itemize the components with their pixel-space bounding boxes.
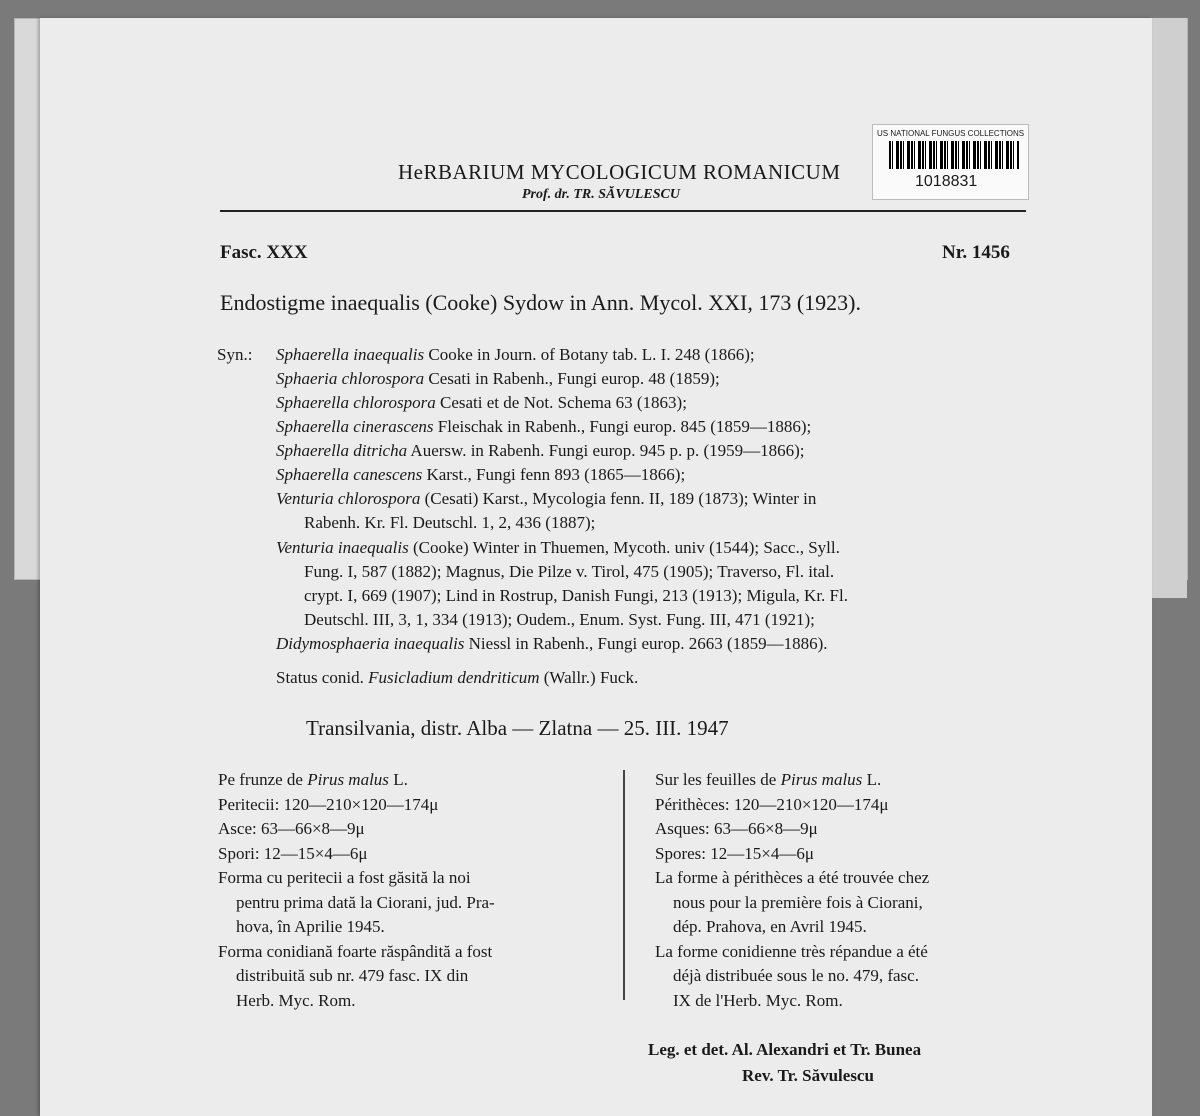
synonym-line: Sphaerella inaequalis Cooke in Journ. of Botany tab. L. I. 248 (1866); <box>276 345 755 364</box>
locality: Transilvania, distr. Alba — Zlatna — 25. III. 1947 <box>306 716 729 740</box>
note-line: pentru prima dată la Ciorani, jud. Pra- <box>236 892 495 912</box>
spores-line: Spori: 12—15×4—6μ <box>218 843 368 863</box>
note-line: déjà distribuée sous le no. 479, fasc. <box>673 966 919 985</box>
note-line: nous pour la première fois à Ciorani, <box>673 892 923 912</box>
description-french <box>655 768 929 1013</box>
synonym-line: Sphaeria chlorospora Cesati in Rabenh., Fungi europ. 48 (1859); <box>276 369 720 388</box>
note-line: Forma conidiană foarte răspândită a fost <box>218 941 493 961</box>
host-line: Pe frunze de Pirus malus L. <box>218 770 408 789</box>
synonym-line: Venturia inaequalis (Cooke) Winter in Thuemen, Mycoth. univ (1544); Sacc., Syll. <box>276 538 840 557</box>
note-line: Forma cu peritecii a fost găsită la noi <box>218 868 471 887</box>
host-line: Sur les feuilles de Pirus malus L. <box>655 770 882 789</box>
herbarium-subtitle: Prof. dr. TR. SĂVULESCU <box>522 187 680 202</box>
spores-line: Spores: 12—15×4—6μ <box>655 843 814 863</box>
perithecia-line: Peritecii: 120—210×120—174μ <box>218 794 439 814</box>
reviewer-line: Rev. Tr. Săvulescu <box>742 1066 874 1085</box>
note-line: hova, în Aprilie 1945. <box>236 917 385 936</box>
synonym-line: Sphaerella ditricha Auersw. in Rabenh. Fungi europ. 945 p. p. (1959—1866); <box>276 441 805 460</box>
synonym-line: Fung. I, 587 (1882); Magnus, Die Pilze v. Tirol, 475 (1905); Traverso, Fl. ital. <box>304 562 835 581</box>
synonym-line: Sphaerella chlorospora Cesati et de Not. Schema 63 (1863); <box>276 393 687 412</box>
synonym-line: Sphaerella cinerascens Fleischak in Rabenh., Fungi europ. 845 (1859—1886); <box>276 417 812 436</box>
description-romanian <box>218 768 495 1013</box>
note-line: distribuită sub nr. 479 fasc. IX din <box>236 966 469 985</box>
header-rule <box>220 210 1026 212</box>
asci-line: Asce: 63—66×8—9μ <box>218 819 365 838</box>
note-line: IX de l'Herb. Myc. Rom. <box>673 990 843 1010</box>
barcode-icon <box>889 141 1019 169</box>
barcode-label <box>872 124 1029 200</box>
note-line: La forme à périthèces a été trouvée chez <box>655 868 930 887</box>
specimen-number: Nr. 1456 <box>942 242 1010 263</box>
synonym-line: Rabenh. Kr. Fl. Deutschl. 1, 2, 436 (1887); <box>304 513 596 532</box>
column-divider <box>623 770 625 1000</box>
note-line: dép. Prahova, en Avril 1945. <box>673 917 867 936</box>
barcode-collection: US NATIONAL FUNGUS COLLECTIONS <box>877 129 1025 138</box>
conidial-status: Status conid. Fusicladium dendriticum (Wallr.) Fuck. <box>276 668 639 687</box>
species-name: Endostigme inaequalis (Cooke) Sydow in Ann. Mycol. XXI, 173 (1923). <box>220 290 861 315</box>
synonym-line: Venturia chlorospora (Cesati) Karst., Mycologia fenn. II, 189 (1873); Winter in <box>276 489 817 508</box>
asci-line: Asques: 63—66×8—9μ <box>655 819 818 838</box>
perithecia-line: Périthèces: 120—210×120—174μ <box>655 794 889 814</box>
synonym-line: Sphaerella canescens Karst., Fungi fenn 893 (1865—1866); <box>276 465 686 484</box>
fascicle-number: Fasc. XXX <box>220 242 308 263</box>
note-line: Herb. Myc. Rom. <box>236 990 356 1010</box>
herbarium-title: HeRBARIUM MYCOLOGICUM ROMANICUM <box>398 160 841 184</box>
collector-line: Leg. et det. Al. Alexandri et Tr. Bunea <box>648 1040 922 1059</box>
synonym-line: Didymosphaeria inaequalis Niessl in Rabenh., Fungi europ. 2663 (1859—1886). <box>276 634 828 653</box>
note-line: La forme conidienne très répandue a été <box>655 941 928 961</box>
synonyms-label: Syn.: <box>217 345 253 364</box>
barcode-number: 1018831 <box>915 173 978 190</box>
synonym-line: crypt. I, 669 (1907); Lind in Rostrup, Danish Fungi, 213 (1913); Migula, Kr. Fl. <box>304 586 848 605</box>
back-sheet-edge <box>1150 18 1187 598</box>
synonym-line: Deutschl. III, 3, 1, 334 (1913); Oudem., Enum. Syst. Fung. III, 471 (1921); <box>304 610 815 629</box>
